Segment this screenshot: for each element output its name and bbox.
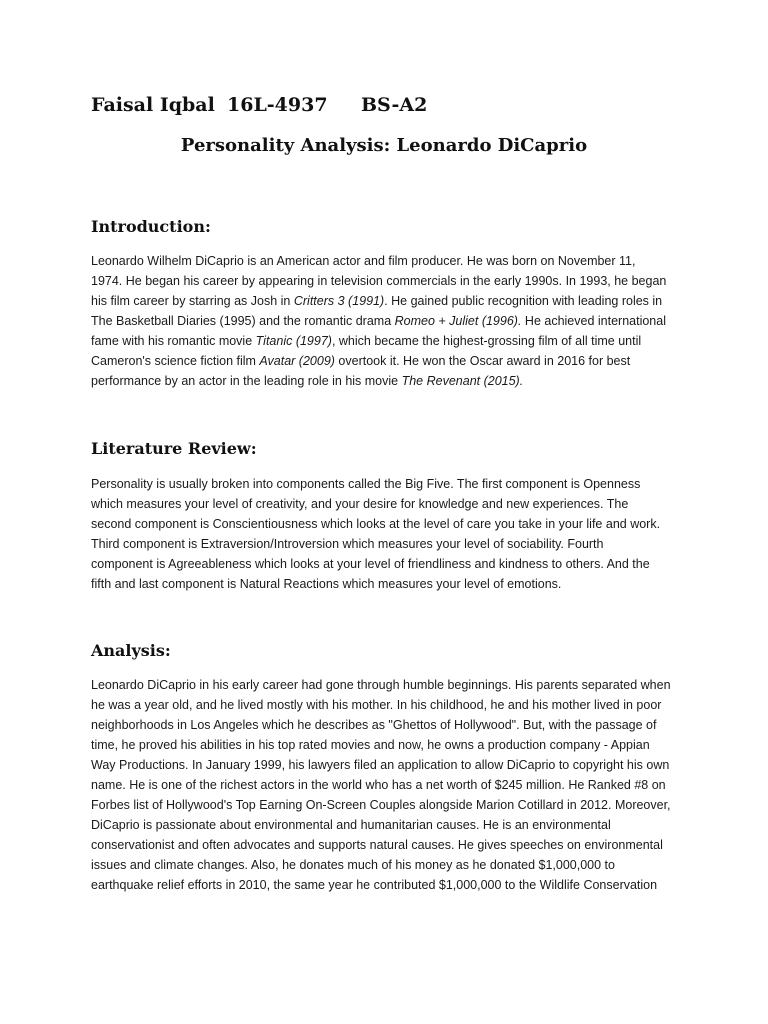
author-header <box>91 94 427 116</box>
analysis-line: conservationist and often advocates and supports natural causes. He gives speeches on environmental <box>91 838 663 852</box>
analysis-line: name. He is one of the richest actors in the world who has a net worth of $245 million. He Ranked #8 on <box>91 778 666 792</box>
analysis-line: issues and climate changes. Also, he donates much of his money as he donated $1,000,000 to <box>91 858 615 872</box>
analysis-heading: Analysis: <box>91 641 171 660</box>
analysis-line: Forbes list of Hollywood's Top Earning On-Screen Couples alongside Marion Cotillard in 2012. Moreover, <box>91 798 671 812</box>
analysis-line: Leonardo DiCaprio in his early career had gone through humble beginnings. His parents separated when <box>91 678 671 692</box>
intro-line: Cameron's science fiction film Avatar (2009) overtook it. He won the Oscar award in 2016 for best <box>91 354 631 368</box>
film-title: Critters 3 (1991) <box>293 294 385 308</box>
analysis-line: time, he proved his abilities in his top rated movies and now, he owns a production company - Appian <box>91 738 650 752</box>
class-section: BS-A2 <box>361 94 428 116</box>
intro-line: 1974. He began his career by appearing in television commercials in the early 1990s. In 1993, he began <box>91 274 667 288</box>
roll-number: 16L-4937 <box>227 94 328 116</box>
intro-line: fame with his romantic movie Titanic (1997), which became the highest-grossing film of all time until <box>91 334 642 348</box>
analysis-line: he was a year old, and he lived mostly with his mother. In his childhood, he and his mother lived in poor <box>91 698 662 712</box>
author-name: Faisal Iqbal <box>91 94 215 116</box>
analysis-line: Way Productions. In January 1999, his lawyers filed an application to allow DiCaprio to copyright his own <box>91 758 670 772</box>
film-title: The Revenant (2015). <box>401 374 524 388</box>
film-title: Titanic (1997) <box>255 334 332 348</box>
lit-line: Personality is usually broken into components called the Big Five. The first component is Openness <box>91 477 641 491</box>
analysis-paragraph <box>91 675 673 895</box>
literature-review-heading: Literature Review: <box>91 439 257 458</box>
film-title: Avatar (2009) <box>259 354 335 368</box>
intro-line: performance by an actor in the leading role in his movie The Revenant (2015). <box>91 374 524 388</box>
intro-line: The Basketball Diaries (1995) and the romantic drama Romeo + Juliet (1996). He achieved international <box>91 314 666 328</box>
analysis-line: DiCaprio is passionate about environmental and humanitarian causes. He is an environmental <box>91 818 611 832</box>
film-title: Romeo + Juliet (1996). <box>394 314 522 328</box>
analysis-line: neighborhoods in Los Angeles which he describes as "Ghettos of Hollywood". But, with the passage of <box>91 718 657 732</box>
document-title: Personality Analysis: Leonardo DiCaprio <box>180 135 588 156</box>
literature-review-paragraph <box>91 474 673 594</box>
lit-line: component is Agreeableness which looks at your level of friendliness and kindness to others. And the <box>91 557 650 571</box>
lit-line: Third component is Extraversion/Introversion which measures your level of sociability. Fourth <box>91 537 604 551</box>
introduction-paragraph <box>91 251 673 391</box>
intro-line: his film career by starring as Josh in Critters 3 (1991). He gained public recognition with leading roles in <box>91 294 663 308</box>
analysis-line: earthquake relief efforts in 2010, the same year he contributed $1,000,000 to the Wildlife Conservation <box>91 878 658 892</box>
lit-line: second component is Conscientiousness which looks at the level of care you take in your life and work. <box>91 517 661 531</box>
introduction-heading: Introduction: <box>91 217 211 236</box>
lit-line: which measures your level of creativity, and your desire for knowledge and new experiences. The <box>91 497 629 511</box>
lit-line: fifth and last component is Natural Reactions which measures your level of emotions. <box>91 577 562 591</box>
intro-line: Leonardo Wilhelm DiCaprio is an American actor and film producer. He was born on November 11, <box>91 254 636 268</box>
